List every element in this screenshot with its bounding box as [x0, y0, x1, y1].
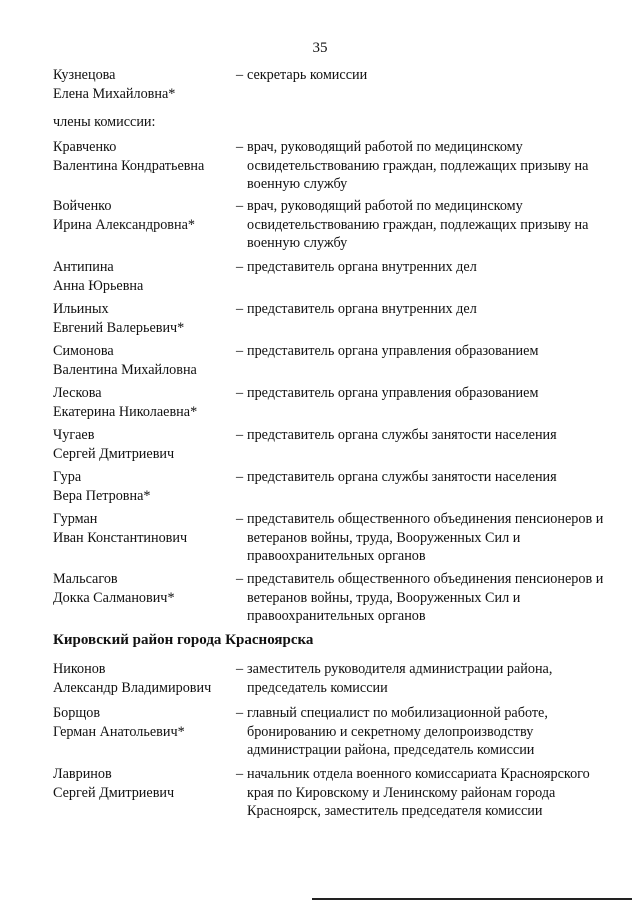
member-surname: Ильиных — [53, 301, 109, 317]
member-surname: Гурман — [53, 511, 98, 527]
member-name — [53, 342, 233, 379]
district-heading: Кировский район города Красноярска — [53, 632, 314, 648]
member-role: – представитель органа службы занятости населения — [236, 426, 606, 445]
member-given-names: Анна Юрьевна — [53, 277, 144, 294]
member-given-names: Валентина Кондратьевна — [53, 157, 205, 174]
member-name — [53, 660, 233, 697]
member-name — [53, 765, 233, 802]
member-role: – врач, руководящий работой по медицинскому освидетельствованию граждан, подлежащих призыву на военную службу — [236, 197, 606, 253]
member-name — [53, 468, 233, 505]
member-given-names: Ирина Александровна* — [53, 216, 195, 233]
member-role-text: представитель органа внутренних дел — [247, 259, 477, 275]
member-role: – представитель органа управления образованием — [236, 384, 606, 403]
member-given-names: Екатерина Николаевна* — [53, 403, 198, 420]
member-role-text: представитель общественного объединения пенсионеров и ветеранов войны, труда, Вооруженных Сил и правоохранительных органов — [247, 571, 604, 625]
member-name — [53, 138, 233, 175]
bottom-rule — [312, 898, 632, 900]
member-surname: Никонов — [53, 661, 106, 677]
member-given-names: Сергей Дмитриевич — [53, 784, 175, 801]
member-role: – врач, руководящий работой по медицинскому освидетельствованию граждан, подлежащих призыву на военную службу — [236, 138, 606, 194]
member-name — [53, 510, 233, 547]
members-label: члены комиссии: — [53, 114, 156, 130]
member-role-text: секретарь комиссии — [247, 67, 368, 83]
member-given-names: Докка Салманович* — [53, 589, 175, 606]
member-given-names: Александр Владимирович — [53, 679, 212, 696]
member-role-text: врач, руководящий работой по медицинскому освидетельствованию граждан, подлежащих призыву на военную службу — [247, 198, 589, 252]
member-name — [53, 426, 233, 463]
member-surname: Кравченко — [53, 139, 117, 155]
member-surname: Гура — [53, 469, 82, 485]
member-role-text: врач, руководящий работой по медицинскому освидетельствованию граждан, подлежащих призыву на военную службу — [247, 139, 589, 193]
member-name — [53, 66, 233, 103]
member-surname: Чугаев — [53, 427, 95, 443]
member-role: – представитель органа внутренних дел — [236, 300, 606, 319]
member-role-text: главный специалист по мобилизационной работе, бронированию и секретному делопроизводству администрации района, председатель комиссии — [247, 705, 548, 759]
member-role-text: представитель органа внутренних дел — [247, 301, 477, 317]
member-surname: Лавринов — [53, 766, 112, 782]
member-name — [53, 300, 233, 337]
member-given-names: Герман Анатольевич* — [53, 723, 185, 740]
member-surname: Кузнецова — [53, 67, 116, 83]
member-role-text: представитель общественного объединения пенсионеров и ветеранов войны, труда, Вооруженных Сил и правоохранительных органов — [247, 511, 604, 565]
member-given-names: Евгений Валерьевич* — [53, 319, 185, 336]
member-role: – начальник отдела военного комиссариата Красноярского края по Кировскому и Ленинскому районам города Красноярск, заместитель председателя комиссии — [236, 765, 606, 821]
member-surname: Войченко — [53, 198, 112, 214]
member-name — [53, 384, 233, 421]
member-name — [53, 704, 233, 741]
member-name — [53, 197, 233, 234]
member-role: – секретарь комиссии — [236, 66, 606, 85]
member-role-text: заместитель руководителя администрации района, председатель комиссии — [247, 661, 553, 696]
member-name — [53, 570, 233, 607]
member-given-names: Валентина Михайловна — [53, 361, 197, 378]
member-given-names: Сергей Дмитриевич — [53, 445, 175, 462]
member-role-text: начальник отдела военного комиссариата Красноярского края по Кировскому и Ленинскому районам города Красноярск, заместитель председателя комиссии — [247, 766, 590, 820]
member-name — [53, 258, 233, 295]
member-role: – представитель органа службы занятости населения — [236, 468, 606, 487]
member-role-text: представитель органа службы занятости населения — [247, 469, 557, 485]
member-surname: Борщов — [53, 705, 101, 721]
member-role: – представитель общественного объединения пенсионеров и ветеранов войны, труда, Вооруженных Сил и правоохранительных органов — [236, 570, 606, 626]
member-given-names: Вера Петровна* — [53, 487, 151, 504]
member-surname: Лескова — [53, 385, 102, 401]
member-role-text: представитель органа службы занятости населения — [247, 427, 557, 443]
member-given-names: Иван Константинович — [53, 529, 188, 546]
member-role: – заместитель руководителя администрации района, председатель комиссии — [236, 660, 606, 697]
member-role-text: представитель органа управления образованием — [247, 385, 539, 401]
member-role: – представитель органа управления образованием — [236, 342, 606, 361]
member-role: – представитель органа внутренних дел — [236, 258, 606, 277]
member-role: – представитель общественного объединения пенсионеров и ветеранов войны, труда, Вооруженных Сил и правоохранительных органов — [236, 510, 606, 566]
member-surname: Антипина — [53, 259, 114, 275]
member-given-names: Елена Михайловна* — [53, 85, 176, 102]
member-role-text: представитель органа управления образованием — [247, 343, 539, 359]
member-surname: Мальсагов — [53, 571, 118, 587]
member-role: – главный специалист по мобилизационной работе, бронированию и секретному делопроизводству администрации района, председатель комиссии — [236, 704, 606, 760]
member-surname: Симонова — [53, 343, 114, 359]
page-number: 35 — [312, 40, 328, 56]
